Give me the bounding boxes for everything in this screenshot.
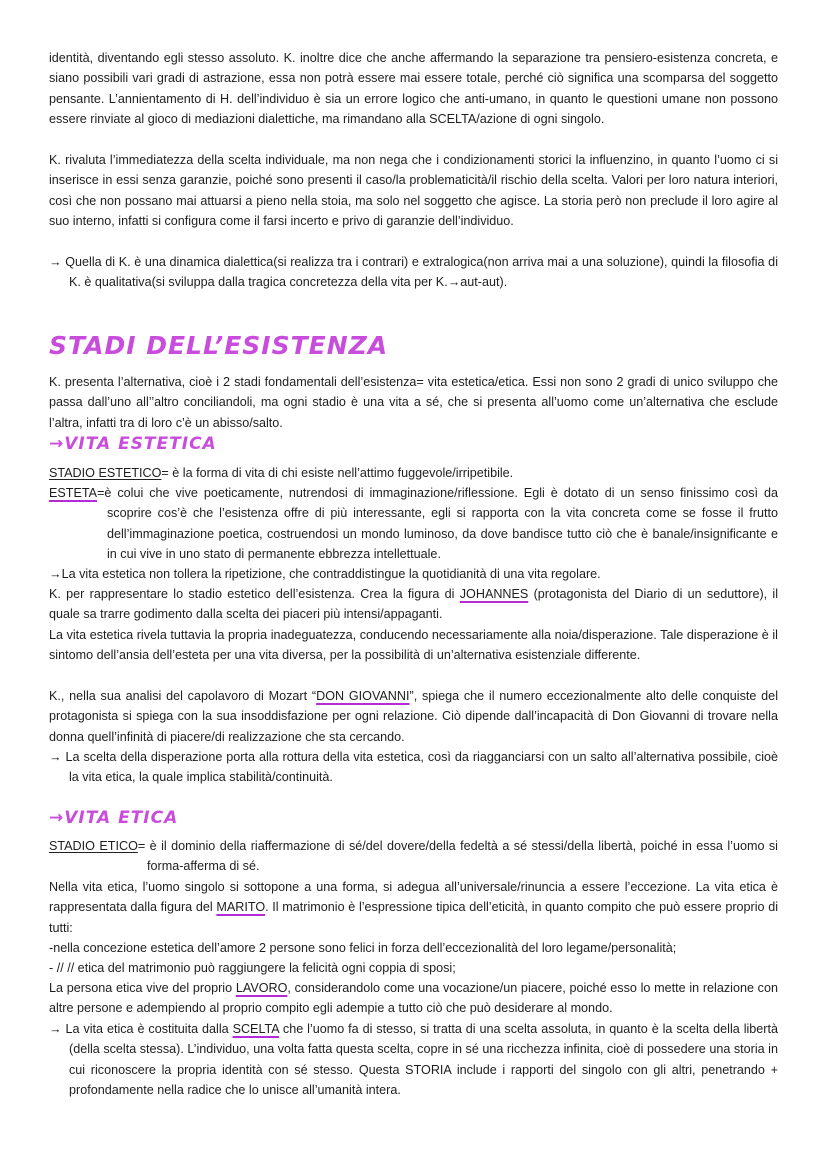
scelta-paragraph: → La vita etica è costituita dalla SCELTA che l’uomo fa di stesso, si tratta di una scelta assoluta, in quanto è la scelta della libertà (della scelta stessa). L’individuo, una volta fatta questa scelta, copre in sé una ricchezza infinita, cioè di possedere una storia in cui riconoscere la propria identità con sé stesso. Questa STORIA include i rapporti del singolo con gli altri, penetrando + profondamente nella radice che lo unisce all’umanità intera. — [49, 1022, 779, 1097]
lavoro-paragraph: La persona etica vive del proprio LAVORO, considerandolo come una vocazione/un piacere, poiché esso lo mette in relazione con altre persone e adempiendo al proprio compito egli adempie a tutto ciò che può desiderare al mondo. — [49, 981, 778, 1016]
subtitle-vita-estetica: →VITA ESTETICA — [49, 434, 217, 454]
section-intro: K. presenta l’alternativa, cioè i 2 stadi fondamentali dell’esistenza= vita estetica/etica. Essi non sono 2 gradi di unico sviluppo che passa dall’uno all’’altro conciliandoli, ma ogni stadio è una vita a sé, che si presenta all’uomo come un’alternativa che esclude l’altra, infatti tra di loro c’è un abisso/salto. — [49, 375, 778, 430]
scelta-term: SCELTA — [232, 1022, 279, 1036]
lavoro-term: LAVORO — [235, 981, 288, 995]
stadio-etico-term: STADIO ETICO — [49, 839, 138, 853]
don-giovanni-paragraph: K., nella sua analisi del capolavoro di Mozart “DON GIOVANNI”, spiega che il numero eccezionalmente alto delle conquiste del protagonista si spiega con la sua insoddisfazione per ogni relazione. Ciò dipende dall’incapacità di Don Giovanni di trovare nella donna quell’infinità di piacere/di realizzazione che sta cercando. — [49, 689, 778, 744]
stadio-estetico-definition: STADIO ESTETICO= è la forma di vita di chi esiste nell’attimo fuggevole/irripetibile. — [49, 466, 514, 480]
concezione-etica-line: - // // etica del matrimonio può raggiungere la felicità ogni coppia di sposi; — [49, 961, 456, 975]
intro-paragraph-2: K. rivaluta l’immediatezza della scelta individuale, ma non nega che i condizionamenti storici la influenzino, in quanto l’uomo ci si inserisce in essi senza garanzie, poiché sono presenti il caso/la problematicità/il rischio della scelta. Valori per loro natura interiori, così che non possano mai attuarsi a pieno nella stoia, ma solo nel soggetto che agisce. La storia però non preclude il loro agire al suo interno, infatti si configura come il farsi incerto e privo di garanzie dell’individuo. — [49, 153, 778, 228]
esteta-definition: ESTETA=è colui che vive poeticamente, nutrendosi di immaginazione/riflessione. Egli è dotato di un senso finissimo così da scoprire cos’è che l’esistenza offre di più interessante, egli si rapporta con la vita concreta come se fosse il frutto dell’immaginazione poetica, costruendosi un mondo luminoso, da dove bandisce tutto ciò che è banale/insignificante e in cui vive in uno stato di permanente ebbrezza intellettuale. — [49, 486, 778, 561]
esteta-term: ESTETA — [49, 486, 98, 500]
inadeguatezza-paragraph: La vita estetica rivela tuttavia la propria inadeguatezza, conducendo necessariamente alla noia/disperazione. Tale disperazione è il sintomo dell’ansia dell’esteta per una vita diversa, per la possibilità di un’alternativa esistenziale differente. — [49, 628, 778, 663]
section-title: STADI DELL’ESISTENZA — [49, 331, 389, 360]
marito-paragraph: Nella vita etica, l’uomo singolo si sottopone a una forma, si adegua all’universale/rinuncia a essere l’eccezione. La vita etica è rappresentata dalla figura del MARITO. Il matrimonio è l’espressione tipica dell’eticità, in quanto compito che può essere proprio di tutti: — [49, 880, 779, 935]
johannes-paragraph: K. per rappresentare lo stadio estetico dell’esistenza. Crea la figura di JOHANNES (protagonista del Diario di un seduttore), il quale sa trarre godimento dalla scelta dei piaceri più intensi/appaganti. — [49, 587, 778, 622]
stadio-etico-definition: STADIO ETICO= è il dominio della riaffermazione di sé/del dovere/della fedeltà a sé stessi/della libertà, poiché in essa l’uomo si forma-afferma di sé. — [49, 839, 778, 874]
concezione-estetica-line: -nella concezione estetica dell’amore 2 persone sono felici in forza dell’eccezionalità del loro legame/personalità; — [49, 941, 677, 955]
intro-paragraph-1: identità, diventando egli stesso assoluto. K. inoltre dice che anche affermando la separazione tra pensiero-esistenza concreta, e siano possibili vari gradi di astrazione, essa non potrà essere mai essere totale, perché ciò significa una scomparsa del soggetto pensante. L’annientamento di H. dell’individuo è sia un errore logico che anti-umano, in quanto le questioni umane non possono essere rinviate al gioco di mediazioni dialettiche, ma rimandano alla SCELTA/azione di ogni singolo. — [49, 51, 778, 126]
ripetizione-note: →La vita estetica non tollera la ripetizione, che contraddistingue la quotidianità di una vita regolare. — [49, 567, 601, 581]
subtitle-vita-etica: →VITA ETICA — [49, 808, 179, 828]
stadio-estetico-term: STADIO ESTETICO — [49, 466, 162, 480]
don-giovanni-term: DON GIOVANNI — [316, 689, 410, 703]
intro-conclusion: → Quella di K. è una dinamica dialettica(si realizza tra i contrari) e extralogica(non arriva mai a una soluzione), quindi la filosofia di K. è qualitativa(si sviluppa dalla tragica concretezza della vita per K.→aut-aut). — [49, 255, 778, 290]
marito-term: MARITO — [216, 900, 266, 915]
johannes-term: JOHANNES — [459, 587, 529, 601]
estetica-conclusion: → La scelta della disperazione porta alla rottura della vita estetica, così da riagganciarsi con un salto all’alternativa possibile, cioè la vita etica, la quale implica stabilità/continuità. — [49, 750, 778, 785]
